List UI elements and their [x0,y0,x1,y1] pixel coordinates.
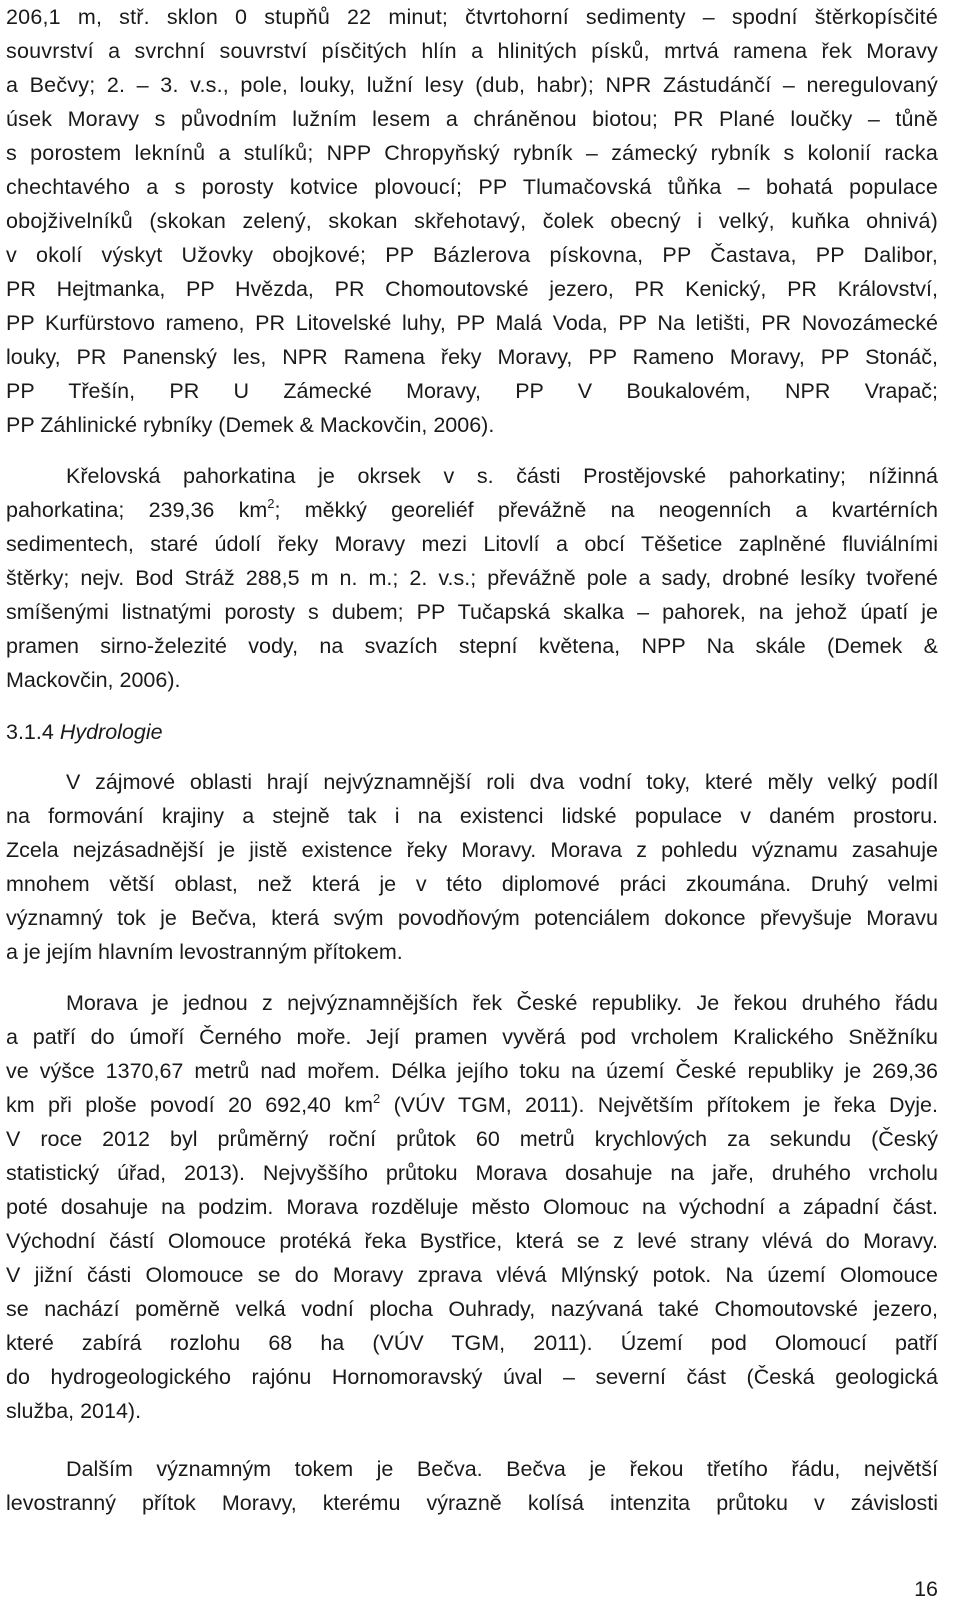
paragraph-1-line-3: a Bečvy; 2. – 3. v.s., pole, louky, lužní lesy (dub, habr); NPR Zástudánčí – neregulovaný [6,73,938,97]
page-number: 16 [914,1577,938,1601]
paragraph-2-line-7: Mackovčin, 2006). [6,668,181,692]
superscript-exponent: 2 [267,496,275,511]
paragraph-2-line-4: štěrky; nejv. Bod Stráž 288,5 m n. m.; 2. v.s.; převážně pole a sady, drobné lesíky tvořené [6,566,938,590]
paragraph-1-line-9: PR Hejtmanka, PP Hvězda, PR Chomoutovské jezero, PR Kenický, PR Království, [6,277,938,301]
section-heading [6,715,163,749]
paragraph-4-line-5: V roce 2012 byl průměrný roční průtok 60 metrů krychlových za sekundu (Český [6,1127,938,1151]
paragraph-4-line-11: které zabírá rozlohu 68 ha (VÚV TGM, 2011). Území pod Olomoucí patří [6,1331,938,1355]
paragraph-3-line-6: a je jejím hlavním levostranným přítokem. [6,940,403,964]
paragraph-4-line-1: Morava je jednou z nejvýznamnějších řek České republiky. Je řekou druhého řádu [66,991,938,1015]
paragraph-4-line-9: V jižní části Olomouce se do Moravy zprava vlévá Mlýnský potok. Na území Olomouce [6,1263,938,1287]
paragraph-4-line-12: do hydrogeologického rajónu Hornomoravský úval – severní část (Česká geologická [6,1365,938,1389]
paragraph-3-line-3: Zcela nejzásadnější je jistě existence řeky Moravy. Morava z pohledu významu zasahuje [6,838,938,862]
paragraph-3-line-1: V zájmové oblasti hrají nejvýznamnější roli dva vodní toky, které měly velký podíl [66,770,938,794]
paragraph-4-line-6: statistický úřad, 2013). Nejvyššího průtoku Morava dosahuje na jaře, druhého vrcholu [6,1161,938,1185]
paragraph-1-line-13: PP Záhlinické rybníky (Demek & Mackovčin, 2006). [6,413,495,437]
paragraph-5-line-2: levostranný přítok Moravy, kterému výrazně kolísá intenzita průtoku v závislosti [6,1491,938,1515]
paragraph-2-line-1: Křelovská pahorkatina je okrsek v s. části Prostějovské pahorkatiny; nížinná [66,464,938,488]
paragraph-3-line-5: významný tok je Bečva, která svým povodňovým potenciálem dokonce převyšuje Moravu [6,906,938,930]
paragraph-2-line-6: pramen sirno-železité vody, na svazích stepní květena, NPP Na skále (Demek & [6,634,938,658]
paragraph-2-line-2 [6,493,938,527]
paragraph-1-line-1: 206,1 m, stř. sklon 0 stupňů 22 minut; čtvrtohorní sedimenty – spodní štěrkopísčité [6,5,938,29]
paragraph-4-line-7: poté dosahuje na podzim. Morava rozděluje město Olomouc na východní a západní část. [6,1195,938,1219]
paragraph-1-line-8: v okolí výskyt Užovky obojkové; PP Bázlerova pískovna, PP Častava, PP Dalibor, [6,243,938,267]
paragraph-1-line-11: louky, PR Panenský les, NPR Ramena řeky Moravy, PP Rameno Moravy, PP Stonáč, [6,345,938,369]
paragraph-2-line-2-text: pahorkatina; 239,36 $km^2$; měkký georeliéf převážně na neogenních a kvartérních [6,496,938,522]
paragraph-4-line-8: Východní částí Olomouce protéká řeka Bystřice, která se z levé strany vlévá do Moravy. [6,1229,938,1253]
paragraph-5-line-1: Dalším významným tokem je Bečva. Bečva je řekou třetího řádu, největší [66,1457,938,1481]
paragraph-1-line-6: chechtavého a s porosty kotvice plovoucí; PP Tlumačovská tůňka – bohatá populace [6,175,938,199]
section-heading-number: 3.1.4 [6,720,54,744]
paragraph-3-line-4: mnohem větší oblast, než která je v této diplomové práci zkoumána. Druhý velmi [6,872,938,896]
section-heading-title: Hydrologie [59,720,163,744]
paragraph-1-line-12: PP Třešín, PR U Zámecké Moravy, PP V Boukalovém, NPR Vrapač; [6,379,938,403]
paragraph-4-line-13: služba, 2014). [6,1399,142,1423]
paragraph-1-line-10: PP Kurfürstovo rameno, PR Litovelské luhy, PP Malá Voda, PP Na letišti, PR Novozámecké [6,311,938,335]
paragraph-1-line-7: obojživelníků (skokan zelený, skokan skřehotavý, čolek obecný i velký, kuňka ohnivá) [6,209,938,233]
paragraph-1-line-5: s porostem leknínů a stulíků; NPP Chropyňský rybník – zámecký rybník s kolonií racka [6,141,938,165]
paragraph-2-line-5: smíšenými listnatými porosty s dubem; PP Tučapská skalka – pahorek, na jehož úpatí je [6,600,938,624]
paragraph-1-line-4: úsek Moravy s původním lužním lesem a chráněnou biotou; PR Plané loučky – tůně [6,107,938,131]
paragraph-3-line-2: na formování krajiny a stejně tak i na existenci lidské populace v daném prostoru. [6,804,938,828]
paragraph-1-line-2: souvrství a svrchní souvrství písčitých hlín a hlinitých písků, mrtvá ramena řek Moravy [6,39,938,63]
paragraph-4-line-2: a patří do úmoří Černého moře. Její pramen vyvěrá pod vrcholem Kralického Sněžníku [6,1025,938,1049]
paragraph-4-line-3: ve výšce 1370,67 metrů nad mořem. Délka jejího toku na území České republiky je 269,36 [6,1059,938,1083]
paragraph-4-line-4: km při ploše povodí 20 692,40 $km^2$ (VÚV TGM, 2011). Největším přítokem je řeka Dyje. [6,1091,938,1117]
paragraph-2-line-3: sedimentech, staré údolí řeky Moravy mezi Litovlí a obcí Těšetice zaplněné fluviálními [6,532,938,556]
superscript-exponent: 2 [373,1091,381,1106]
paragraph-4-line-10: se nachází poměrně velká vodní plocha Ouhrady, nazývaná také Chomoutovské jezero, [6,1297,938,1321]
